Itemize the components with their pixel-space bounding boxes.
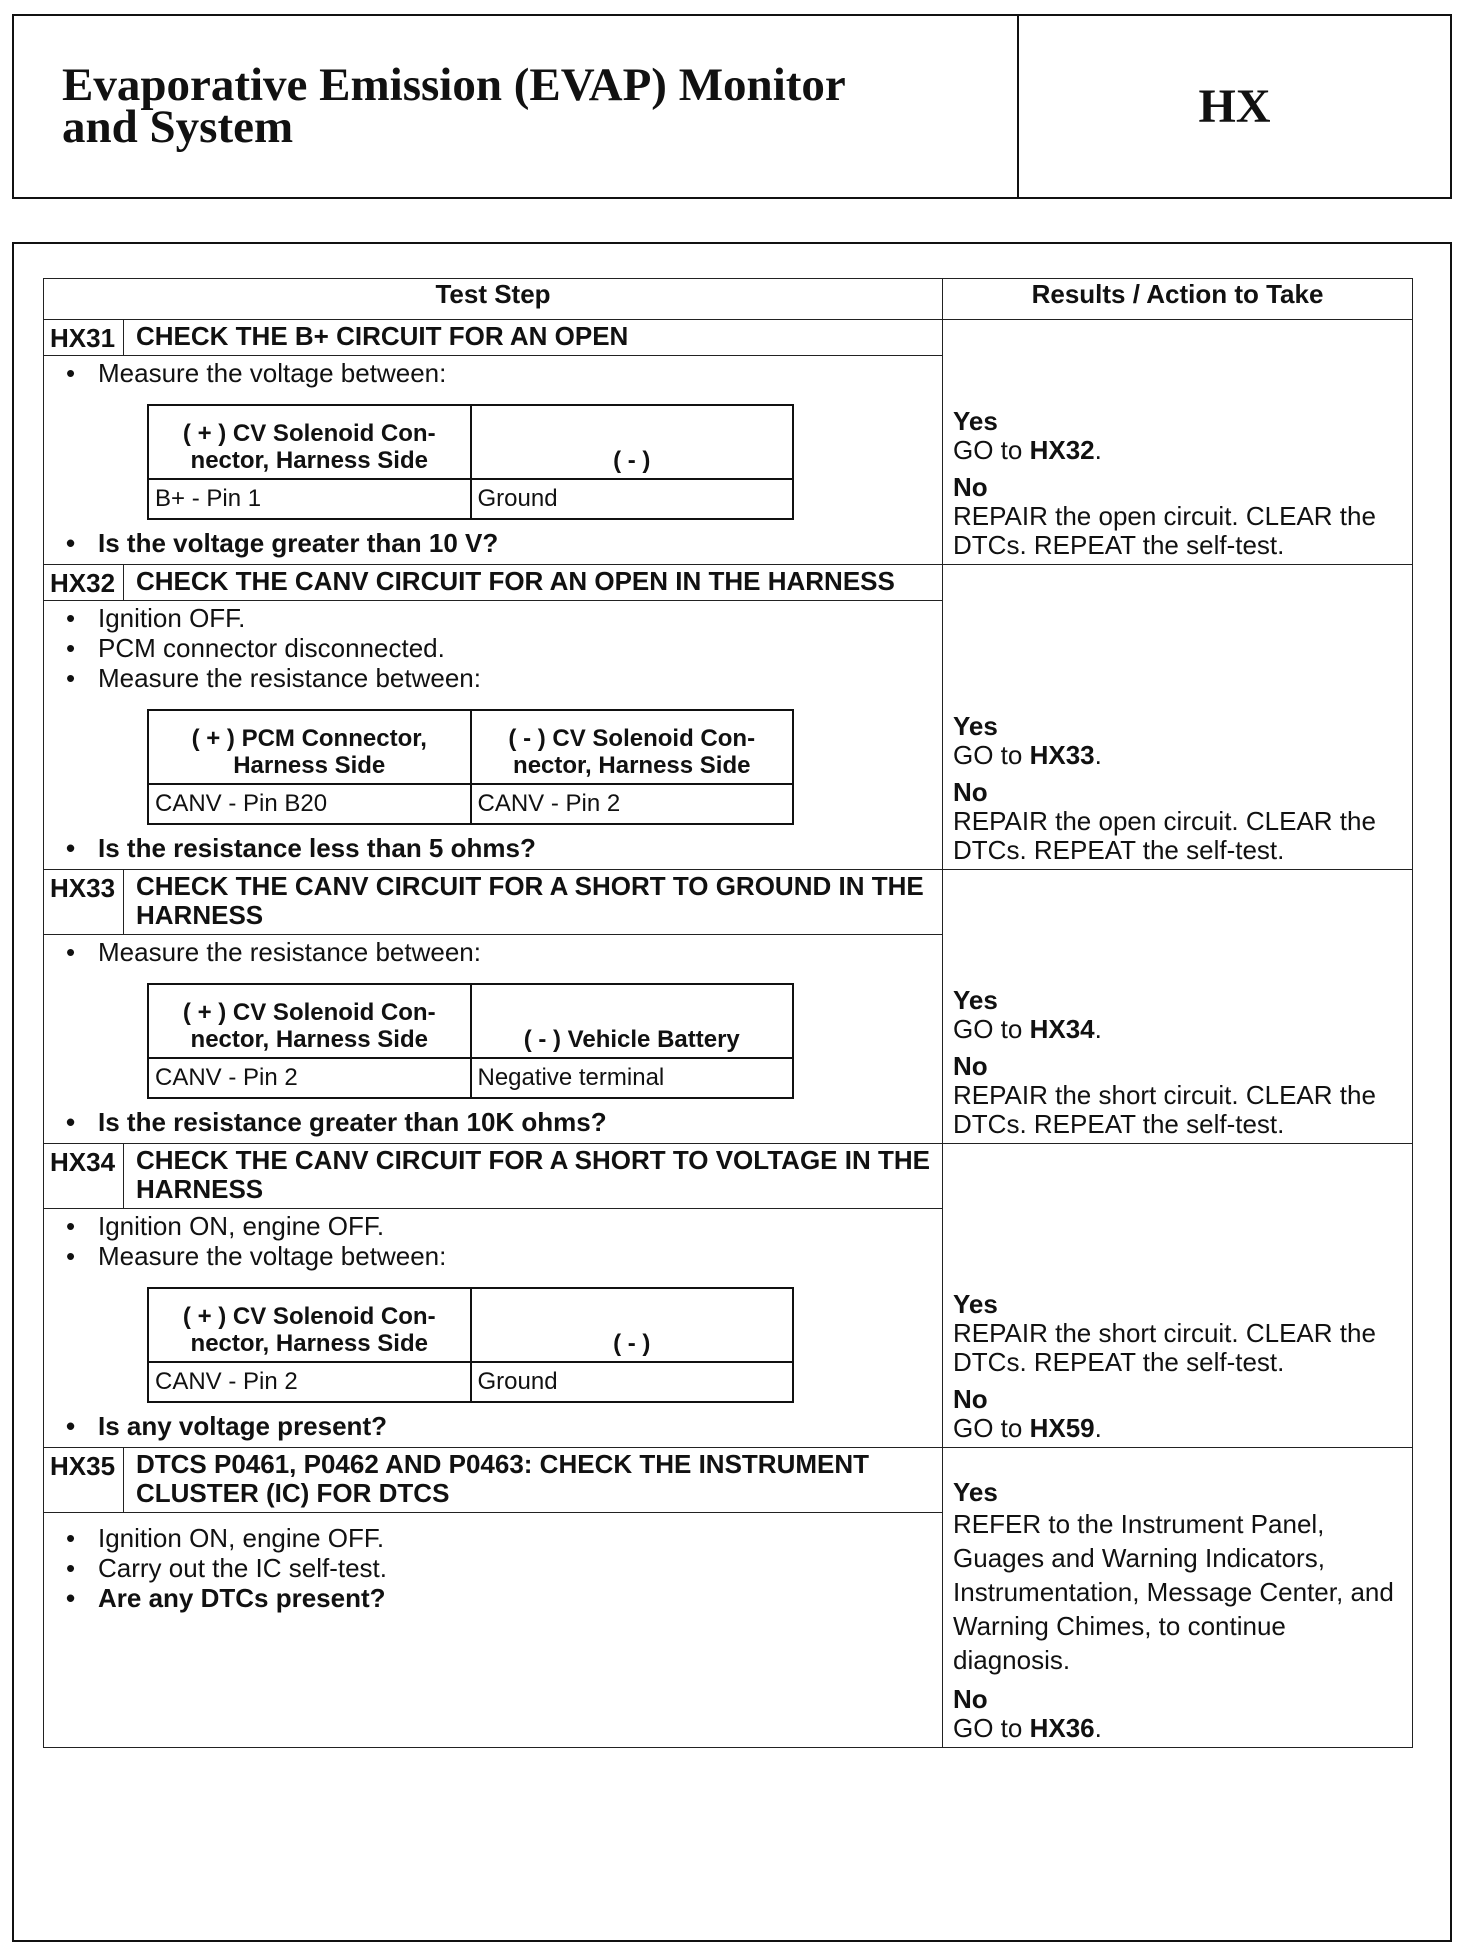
measure-header-minus: ( - ) CV Solenoid Con- nector, Harness Side <box>471 710 794 784</box>
goto-ref: HX34 <box>1029 1014 1095 1044</box>
step-title: CHECK THE CANV CIRCUIT FOR A SHORT TO VOLTAGE IN THE HARNESS <box>124 1144 943 1209</box>
step-title: CHECK THE CANV CIRCUIT FOR A SHORT TO GROUND IN THE HARNESS <box>124 870 943 935</box>
no-action: REPAIR the open circuit. CLEAR the DTCs. REPEAT the self-test. <box>953 806 1376 865</box>
step-bullet: • Measure the resistance between: <box>62 937 942 967</box>
step-body <box>44 1513 943 1748</box>
step-results <box>943 1448 1413 1748</box>
measure-header-plus: ( + ) CV Solenoid Con- nector, Harness Side <box>148 405 471 479</box>
step-bullet: • Ignition OFF. <box>62 603 942 633</box>
measure-header-plus: ( + ) CV Solenoid Con- nector, Harness Side <box>148 984 471 1058</box>
step-code: HX31 <box>44 320 124 356</box>
measure-value-plus: B+ - Pin 1 <box>148 479 471 519</box>
step-results <box>943 1144 1413 1448</box>
step-body <box>44 356 943 565</box>
measure-header-plus: ( + ) PCM Connector, Harness Side <box>148 710 471 784</box>
measure-header-minus: ( - ) Vehicle Battery <box>471 984 794 1058</box>
measure-value-plus: CANV - Pin 2 <box>148 1362 471 1402</box>
step-bullet: • Measure the voltage between: <box>62 358 942 388</box>
no-action: GO to HX59. <box>953 1413 1102 1443</box>
step-body <box>44 1209 943 1448</box>
step-bullet: • Carry out the IC self-test. <box>62 1553 942 1583</box>
step-question: • Is the resistance greater than 10K ohms? <box>62 1107 942 1137</box>
no-action: GO to HX36. <box>953 1713 1102 1743</box>
col-test-step: Test Step <box>44 279 943 320</box>
yes-action: GO to HX34. <box>953 1014 1102 1044</box>
page-header <box>12 14 1452 199</box>
yes-action: GO to HX33. <box>953 740 1102 770</box>
step-bullet: • Measure the resistance between: <box>62 663 942 693</box>
measure-value-plus: CANV - Pin 2 <box>148 1058 471 1098</box>
step-title-row <box>44 1144 1413 1209</box>
step-title-row <box>44 1448 1413 1513</box>
measure-header-minus: ( - ) <box>471 1288 794 1362</box>
yes-label: Yes <box>953 406 998 436</box>
measure-value-minus: Ground <box>471 479 794 519</box>
yes-action: GO to HX32. <box>953 435 1102 465</box>
step-code: HX35 <box>44 1448 124 1513</box>
measure-table <box>147 404 794 520</box>
step-title: CHECK THE B+ CIRCUIT FOR AN OPEN <box>124 320 943 356</box>
step-question: • Is the resistance less than 5 ohms? <box>62 833 942 863</box>
step-results <box>943 565 1413 870</box>
step-title-row <box>44 565 1413 601</box>
yes-label: Yes <box>953 985 998 1015</box>
measure-table <box>147 709 794 825</box>
no-action: REPAIR the short circuit. CLEAR the DTCs. REPEAT the self-test. <box>953 1080 1376 1139</box>
no-label: No <box>953 777 988 807</box>
yes-label: Yes <box>953 1477 998 1507</box>
no-label: No <box>953 1384 988 1414</box>
measure-table <box>147 983 794 1099</box>
step-results <box>943 320 1413 565</box>
step-title-row <box>44 870 1413 935</box>
section-code: HX <box>1198 80 1271 133</box>
no-action: REPAIR the open circuit. CLEAR the DTCs. REPEAT the self-test. <box>953 501 1376 560</box>
measure-value-minus: CANV - Pin 2 <box>471 784 794 824</box>
page-title-line1: Evaporative Emission (EVAP) Monitor <box>62 59 846 111</box>
yes-action: REPAIR the short circuit. CLEAR the DTCs. REPEAT the self-test. <box>953 1318 1376 1377</box>
goto-ref: HX32 <box>1029 435 1095 465</box>
step-code: HX32 <box>44 565 124 601</box>
goto-ref: HX36 <box>1029 1713 1095 1743</box>
page-title-line2: and System <box>62 101 294 153</box>
step-bullet: • Ignition ON, engine OFF. <box>62 1211 942 1241</box>
step-title: CHECK THE CANV CIRCUIT FOR AN OPEN IN THE HARNESS <box>124 565 943 601</box>
step-title: DTCS P0461, P0462 AND P0463: CHECK THE INSTRUMENT CLUSTER (IC) FOR DTCS <box>124 1448 943 1513</box>
no-label: No <box>953 472 988 502</box>
page-title <box>14 16 1019 197</box>
step-title-row <box>44 320 1413 356</box>
yes-label: Yes <box>953 1289 998 1319</box>
yes-action: REFER to the Instrument Panel, Guages and Warning Indicators, Instrumentation, Message Center, and Warning Chimes, to continue diagnosis. <box>953 1509 1394 1675</box>
test-step-table <box>43 278 1413 1748</box>
step-question: • Are any DTCs present? <box>62 1583 942 1613</box>
step-code: HX34 <box>44 1144 124 1209</box>
table-header-row <box>44 279 1413 320</box>
step-question: • Is any voltage present? <box>62 1411 942 1441</box>
measure-value-minus: Negative terminal <box>471 1058 794 1098</box>
step-bullet: • PCM connector disconnected. <box>62 633 942 663</box>
step-question: • Is the voltage greater than 10 V? <box>62 528 942 558</box>
step-results <box>943 870 1413 1144</box>
measure-header-plus: ( + ) CV Solenoid Con- nector, Harness Side <box>148 1288 471 1362</box>
yes-label: Yes <box>953 711 998 741</box>
measure-value-plus: CANV - Pin B20 <box>148 784 471 824</box>
col-results: Results / Action to Take <box>943 279 1413 320</box>
goto-ref: HX33 <box>1029 740 1095 770</box>
measure-header-minus: ( - ) <box>471 405 794 479</box>
no-label: No <box>953 1051 988 1081</box>
step-code: HX33 <box>44 870 124 935</box>
step-body <box>44 935 943 1144</box>
goto-ref: HX59 <box>1029 1413 1095 1443</box>
step-bullet: • Measure the voltage between: <box>62 1241 942 1271</box>
measure-value-minus: Ground <box>471 1362 794 1402</box>
no-label: No <box>953 1684 988 1714</box>
step-bullet: • Ignition ON, engine OFF. <box>62 1523 942 1553</box>
step-body <box>44 601 943 870</box>
measure-table <box>147 1287 794 1403</box>
